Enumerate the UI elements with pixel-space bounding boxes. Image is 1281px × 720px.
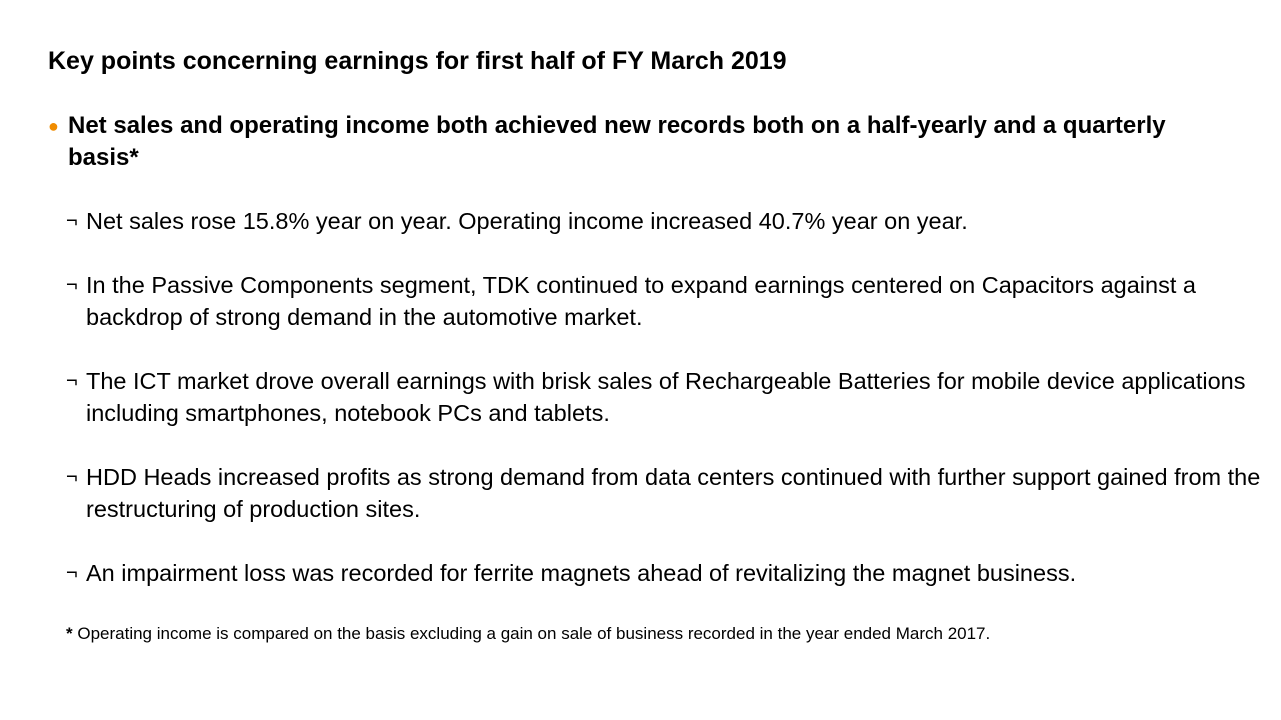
sub-points-list xyxy=(66,205,1266,621)
main-bullet xyxy=(48,110,1188,174)
sub-bullet-icon: ¬ xyxy=(66,466,78,488)
footnote-marker: * xyxy=(66,624,73,643)
footnote-text: Operating income is compared on the basis excluding a gain on sale of business recorded in the year ended March 2017. xyxy=(72,624,991,643)
sub-point xyxy=(66,269,1266,333)
sub-point-text: Net sales rose 15.8% year on year. Operating income increased 40.7% year on year. xyxy=(86,208,968,234)
sub-point-text: The ICT market drove overall earnings with brisk sales of Rechargeable Batteries for mobile device applications including smartphones, notebook PCs and tablets. xyxy=(86,368,1246,426)
slide-title: Key points concerning earnings for first half of FY March 2019 xyxy=(48,47,787,75)
sub-point xyxy=(66,557,1266,589)
sub-point-text: An impairment loss was recorded for ferrite magnets ahead of revitalizing the magnet business. xyxy=(86,560,1077,586)
sub-bullet-icon: ¬ xyxy=(66,210,78,232)
sub-bullet-icon: ¬ xyxy=(66,370,78,392)
footnote xyxy=(66,622,1266,646)
sub-point-text: In the Passive Components segment, TDK continued to expand earnings centered on Capacitors against a backdrop of strong demand in the automotive market. xyxy=(86,272,1196,330)
sub-bullet-icon: ¬ xyxy=(66,274,78,296)
sub-point xyxy=(66,365,1266,429)
sub-point xyxy=(66,461,1266,525)
sub-point xyxy=(66,205,1266,237)
sub-point-text: HDD Heads increased profits as strong demand from data centers continued with further support gained from the restructuring of production sites. xyxy=(86,464,1261,522)
main-bullet-text: Net sales and operating income both achieved new records both on a half-yearly and a quarterly basis* xyxy=(68,112,1166,171)
bullet-dot-icon: ● xyxy=(48,116,59,136)
sub-bullet-icon: ¬ xyxy=(66,562,78,584)
